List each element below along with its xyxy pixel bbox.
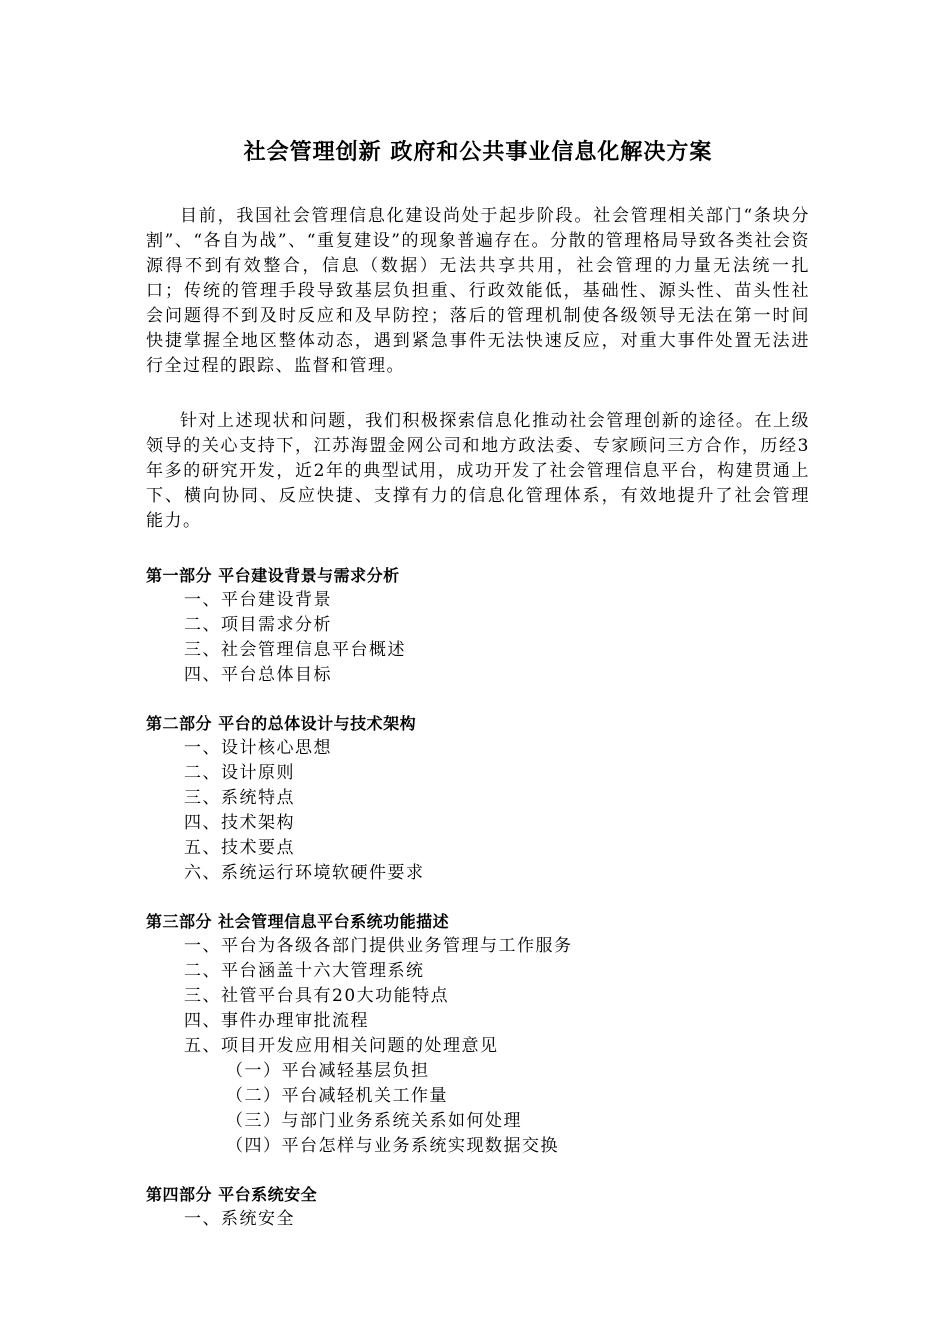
toc-item: 二、设计原则 — [184, 763, 295, 783]
section-heading: 第一部分 平台建设背景与需求分析 — [146, 566, 400, 585]
toc-item: 一、平台为各级各部门提供业务管理与工作服务 — [184, 936, 573, 956]
approach-paragraph: 针对上述现状和问题，我们积极探索信息化推动社会管理创新的途径。在上级领导的关心支持下，江苏海盟金网公司和地方政法委、专家顾问三方合作，历经3年多的研究开发，近2年的典型试用，成功开发了社会管理信息平台，构建贯通上下、横向协同、反应快捷、支撑有力的信息化管理体系，有效地提升了社会管理能力。 — [146, 411, 810, 531]
toc-item: 四、技术架构 — [184, 813, 295, 833]
toc-item: 二、项目需求分析 — [184, 615, 332, 635]
document-title: 社会管理创新 政府和公共事业信息化解决方案 — [243, 140, 713, 165]
section-heading: 第三部分 社会管理信息平台系统功能描述 — [146, 912, 450, 931]
section-part-1 — [146, 564, 810, 688]
toc-item: 一、平台建设背景 — [184, 590, 332, 610]
toc-item: 五、技术要点 — [184, 838, 295, 858]
section-heading: 第二部分 平台的总体设计与技术架构 — [146, 714, 417, 733]
intro-paragraph: 目前，我国社会管理信息化建设尚处于起步阶段。社会管理相关部门“条块分割”、“各自为战”、“重复建设”的现象普遍存在。分散的管理格局导致各类社会资源得不到有效整合，信息（数据）无法共享共用，社会管理的力量无法统一扎口；传统的管理手段导致基层负担重、行政效能低，基础性、源头性、苗头性社会问题得不到及时反应和及早防控；落后的管理机制使各级领导无法在第一时间快捷掌握全地区整体动态，遇到紧急事件无法快速反应，对重大事件处置无法进行全过程的跟踪、监督和管理。 — [146, 206, 810, 376]
section-heading: 第四部分 平台系统安全 — [146, 1185, 318, 1204]
toc-subitem: （二）平台减轻机关工作量 — [226, 1086, 448, 1106]
toc-item: 五、项目开发应用相关问题的处理意见 — [184, 1036, 499, 1056]
toc-item: 六、系统运行环境软硬件要求 — [184, 863, 425, 883]
toc-item: 四、事件办理审批流程 — [184, 1011, 369, 1031]
toc-item: 三、社管平台具有20大功能特点 — [184, 986, 450, 1006]
toc-item: 三、系统特点 — [184, 788, 295, 808]
toc-subitem: （三）与部门业务系统关系如何处理 — [226, 1111, 522, 1131]
toc-item: 一、系统安全 — [184, 1209, 295, 1229]
toc-item: 四、平台总体目标 — [184, 665, 332, 685]
section-part-3 — [146, 910, 810, 1159]
section-part-4 — [146, 1183, 810, 1232]
toc-item: 一、设计核心思想 — [184, 738, 332, 758]
toc-item: 三、社会管理信息平台概述 — [184, 640, 406, 660]
toc-subitem: （四）平台怎样与业务系统实现数据交换 — [226, 1136, 559, 1156]
toc-subitem: （一）平台减轻基层负担 — [226, 1061, 430, 1081]
toc-item: 二、平台涵盖十六大管理系统 — [184, 961, 425, 981]
section-part-2 — [146, 712, 810, 886]
